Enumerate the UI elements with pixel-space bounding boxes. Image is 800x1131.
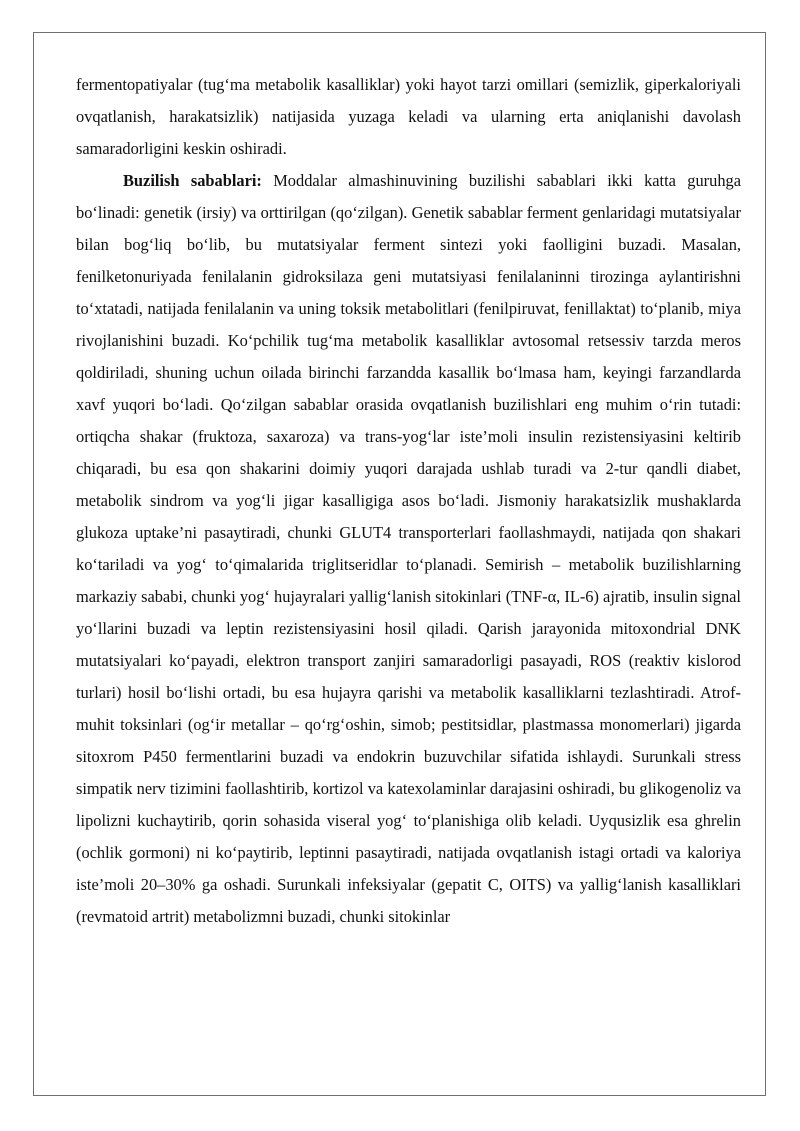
- paragraph-intro: fermentopatiyalar (tug‘ma metabolik kasalliklar) yoki hayot tarzi omillari (semizlik, giperkaloriyali ovqatlanish, harakatsizlik) natijasida yuzaga keladi va ularning erta aniqlanishi davolash samaradorligini keskin oshiradi.: [76, 75, 741, 158]
- document-body: [76, 69, 741, 933]
- section-heading: Buzilish sabablari:: [123, 171, 262, 190]
- paragraph-causes-body: Moddalar almashinuvining buzilishi sabablari ikki katta guruhga bo‘linadi: genetik (irsiy) va orttirilgan (qo‘zilgan). Genetik sabablar ferment genlaridagi mutatsiyalar bilan bog‘liq bo‘lib, bu mutatsiyalar ferment sintezi yoki faolligini buzadi. Masalan, fenilketonuriyada fenilalanin gidroksilaza geni mutatsiyasi fenilalaninni tirozinga aylantirishni to‘xtatadi, natijada fenilalanin va uning toksik metabolitlari (fenilpiruvat, fenillaktat) to‘planib, miya rivojlanishini buzadi. Ko‘pchilik tug‘ma metabolik kasalliklar avtosomal retsessiv tarzda meros qoldiriladi, shuning uchun oilada birinchi farzandda kasallik bo‘lmasa ham, keyingi farzandlarda xavf yuqori bo‘ladi. Qo‘zilgan sabablar orasida ovqatlanish buzilishlari eng muhim o‘rin tutadi: ortiqcha shakar (fruktoza, saxaroza) va trans-yog‘lar iste’moli insulin rezistensiyasini keltirib chiqaradi, bu esa qon shakarini doimiy yuqori darajada ushlab turadi va 2-tur qandli diabet, metabolik sindrom va yog‘li jigar kasalligiga asos bo‘ladi. Jismoniy harakatsizlik mushaklarda glukoza uptake’ni pasaytiradi, chunki GLUT4 transporterlari faollashmaydi, natijada qon shakari ko‘tariladi va yog‘ to‘qimalarida triglitseridlar to‘planadi. Semirish – metabolik buzilishlarning markaziy sababi, chunki yog‘ hujayralari yallig‘lanish sitokinlari (TNF-α, IL-6) ajratib, insulin signal yo‘llarini buzadi va leptin rezistensiyasini hosil qiladi. Qarish jarayonida mitoxondrial DNK mutatsiyalari ko‘payadi, elektron transport zanjiri samaradorligi pasayadi, ROS (reaktiv kislorod turlari) hosil bo‘lishi ortadi, bu esa hujayra qarishi va metabolik kasalliklarni tezlashtiradi. Atrof-muhit toksinlari (og‘ir metallar – qo‘rg‘oshin, simob; pestitsidlar, plastmassa monomerlari) jigarda sitoxrom P450 fermentlarini buzadi va endokrin buzuvchilar sifatida ishlaydi. Surunkali stress simpatik nerv tizimini faollashtirib, kortizol va katexolaminlar darajasini oshiradi, bu glikogenoliz va lipolizni kuchaytirib, qorin sohasida viseral yog‘ to‘planishiga olib keladi. Uyqusizlik esa ghrelin (ochlik gormoni) ni ko‘paytirib, leptinni pasaytiradi, natijada ovqatlanish istagi ortadi va kaloriya iste’moli 20–30% ga oshadi. Surunkali infeksiyalar (gepatit C, OITS) va yallig‘lanish kasalliklari (revmatoid artrit) metabolizmni buzadi, chunki sitokinlar: [76, 171, 741, 926]
- paragraph-causes: [76, 165, 741, 933]
